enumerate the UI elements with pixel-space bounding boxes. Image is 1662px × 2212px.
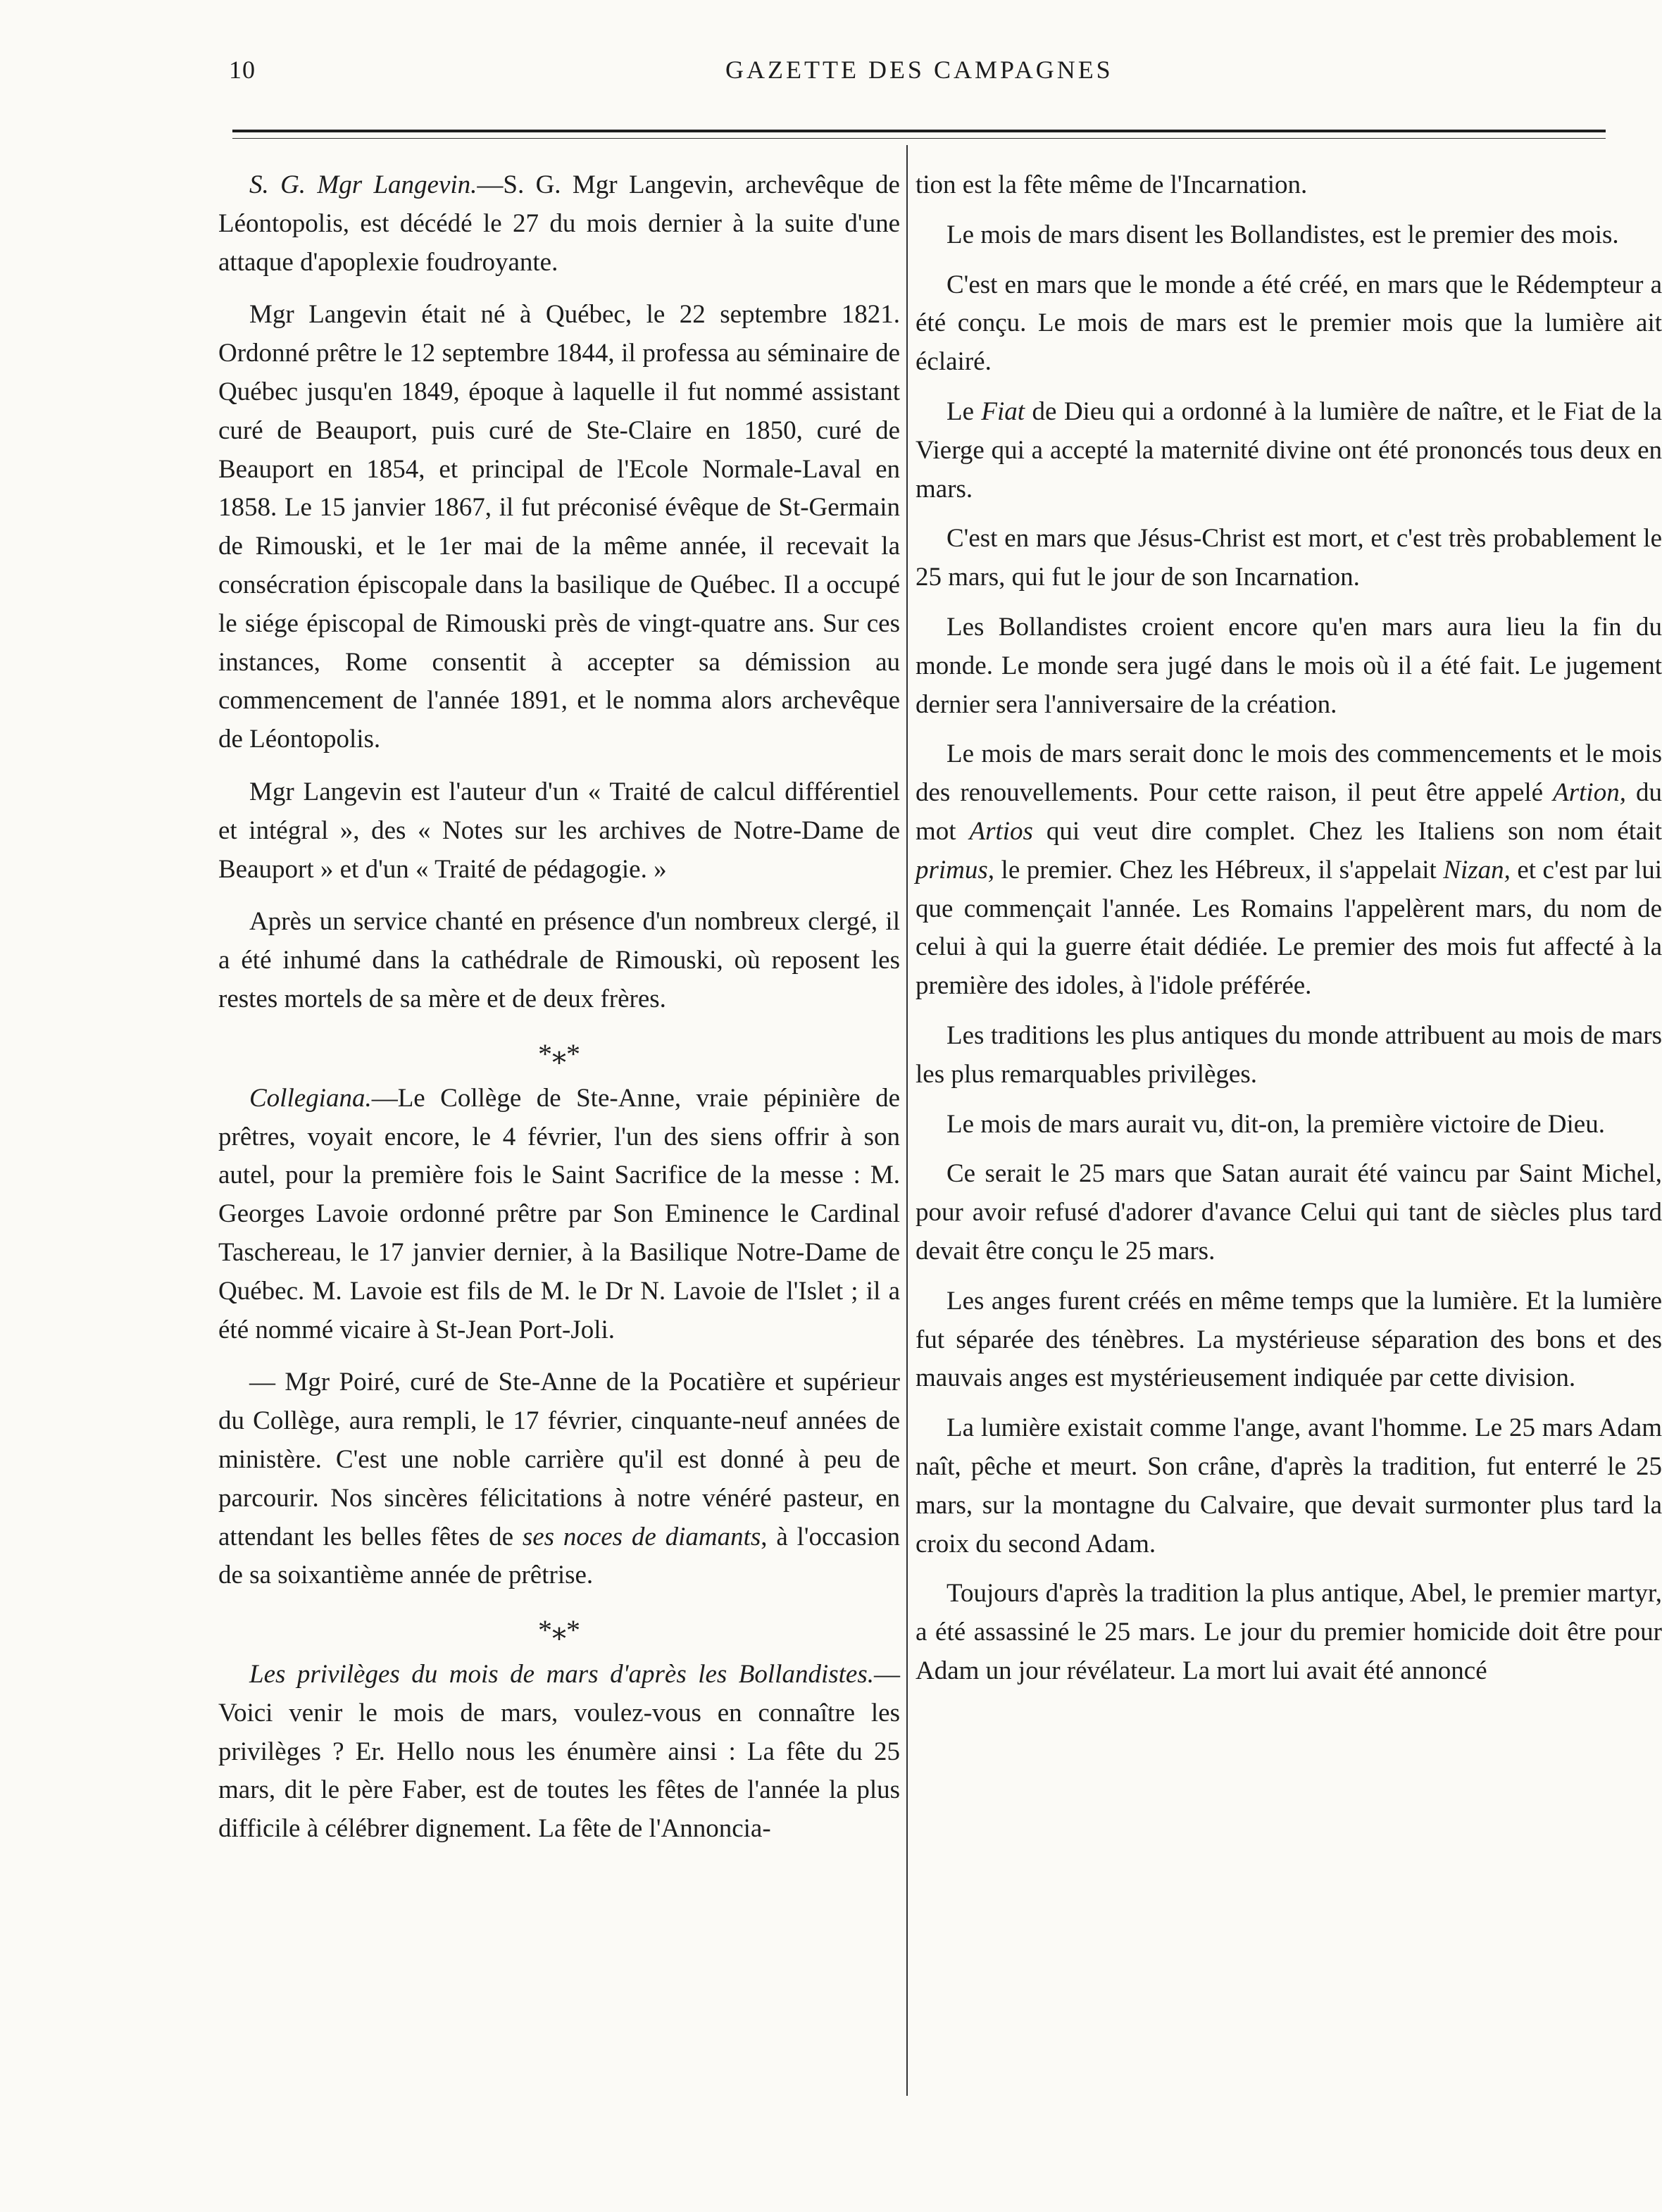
paragraph: Ce serait le 25 mars que Satan aurait été vaincu par Saint Michel, pour avoir refusé d'adorer d'avance Celui qui tant de siècles plus tard devait être conçu le 25 mars. <box>916 1159 1662 1266</box>
paragraph: Les Bollandistes croient encore qu'en mars aura lieu la fin du monde. Le monde sera jugé dans le mois où il a été fait. Le jugement dernier sera l'anniversaire de la création. <box>916 612 1662 719</box>
article-langevin-heading: S. G. Mgr Langevin. <box>249 170 477 199</box>
left-column <box>218 166 900 1863</box>
article-collegiana-heading: Collegiana. <box>249 1083 372 1113</box>
page-header <box>0 55 1606 97</box>
article-langevin-intro: S. G. Mgr Langevin.—S. G. Mgr Langevin, archevêque de Léontopolis, est décédé le 27 du mois dernier à la suite d'une attaque d'apoplexie foudroyante. <box>218 170 900 277</box>
article-privileges-intro: Les privilèges du mois de mars d'après les Bollandistes.—Voici venir le mois de mars, voulez-vous en connaître les privilèges ? Er. Hello nous les énumère ainsi : La fête du 25 mars, dit le père Faber, est de toutes les fêtes de l'année la plus difficile à célébrer dignement. La fête de l'Annoncia- <box>218 1660 900 1844</box>
paragraph: C'est en mars que Jésus-Christ est mort, et c'est très probablement le 25 mars, qui fut le jour de son Incarnation. <box>916 524 1662 592</box>
article-langevin-burial: Après un service chanté en présence d'un nombreux clergé, il a été inhumé dans la cathédrale de Rimouski, où reposent les restes mortels de sa mère et de deux frères. <box>218 907 900 1013</box>
paragraph: Le Fiat de Dieu qui a ordonné à la lumière de naître, et le Fiat de la Vierge qui a accepté la maternité divine ont été prononcés tous deux en mars. <box>916 396 1662 504</box>
paragraph: Le mois de mars aurait vu, dit-on, la première victoire de Dieu. <box>946 1109 1605 1139</box>
paragraph: Les traditions les plus antiques du monde attribuent au mois de mars les plus remarquables privilèges. <box>916 1020 1662 1089</box>
running-title: GAZETTE DES CAMPAGNES <box>725 56 1113 84</box>
section-separator: *⁎* <box>538 1614 580 1646</box>
paragraph: Les anges furent créés en même temps que la lumière. Et la lumière fut séparée des ténèbres. La mystérieuse séparation des bons et des mauvais anges est mystérieusement indiquée par cette division. <box>916 1286 1662 1393</box>
article-langevin-biography: Mgr Langevin était né à Québec, le 22 septembre 1821. Ordonné prêtre le 12 septembre 1844, il professa au séminaire de Québec jusqu'en 1849, époque à laquelle il fut nommé assistant curé de Beauport, puis curé de Ste-Claire en 1850, curé de Beauport en 1854, et principal de l'Ecole Normale-Laval en 1858. Le 15 janvier 1867, il fut préconisé évêque de St-Germain de Rimouski, et le 1er mai de la même année, il recevait la consécration épiscopale dans la basilique de Québec. Il a occupé le siége épiscopal de Rimouski près de vingt-quatre ans. Sur ces instances, Rome consentit à accepter sa démission au commencement de l'année 1891, et le nomma alors archevêque de Léontopolis. <box>218 300 900 754</box>
paragraph: tion est la fête même de l'Incarnation. <box>916 170 1308 199</box>
paragraph: Le mois de mars disent les Bollandistes, est le premier des mois. <box>946 220 1619 249</box>
header-rule <box>232 130 1606 132</box>
paragraph: Toujours d'après la tradition la plus antique, Abel, le premier martyr, a été assassiné le 25 mars. Le jour du premier homicide doit être pour Adam un jour révélateur. La mort lui avait été annoncé <box>916 1579 1662 1685</box>
article-privileges-heading: Les privilèges du mois de mars d'après les Bollandistes. <box>249 1660 874 1689</box>
header-rule-thin <box>232 138 1606 139</box>
paragraph: C'est en mars que le monde a été créé, en mars que le Rédempteur a été conçu. Le mois de mars est le premier mois que la lumière ait éclairé. <box>916 270 1662 377</box>
article-collegiana: Collegiana.—Le Collège de Ste-Anne, vraie pépinière de prêtres, voyait encore, le 4 février, l'un des siens offrir à son autel, pour la première fois le Saint Sacrifice de la messe : M. Georges Lavoie ordonné prêtre par Son Eminence le Cardinal Taschereau, le 17 janvier dernier, à la Basilique Notre-Dame de Québec. M. Lavoie est fils de M. le Dr N. Lavoie de l'Islet ; il a été nommé vicaire à St-Jean Port-Joli. <box>218 1083 900 1344</box>
section-separator: *⁎* <box>538 1037 580 1070</box>
right-column <box>916 166 1662 1702</box>
article-langevin-works: Mgr Langevin est l'auteur d'un « Traité de calcul différentiel et intégral », des « Notes sur les archives de Notre-Dame de Beauport » et d'un « Traité de pédagogie. » <box>218 777 900 884</box>
paragraph: Le mois de mars serait donc le mois des commencements et le mois des renouvellements. Pour cette raison, il peut être appelé Artion, du mot Artios qui veut dire complet. Chez les Italiens son nom était primus, le premier. Chez les Hébreux, il s'appelait Nizan, et c'est par lui que commençait l'année. Les Romains l'appelèrent mars, du nom de celui à qui la guerre était dédiée. Le premier des mois fut affecté à la première des idoles, à l'idole préférée. <box>916 739 1662 1001</box>
article-poire: — Mgr Poiré, curé de Ste-Anne de la Pocatière et supérieur du Collège, aura rempli, le 17 février, cinquante-neuf années de ministère. C'est une noble carrière qu'il est donné à peu de parcourir. Nos sincères félicitations à notre vénéré pasteur, en attendant les belles fêtes de ses noces de diamants, à l'occasion de sa soixantième année de prêtrise. <box>218 1368 900 1590</box>
column-divider <box>906 145 908 2096</box>
page-number: 10 <box>229 56 256 84</box>
paragraph: La lumière existait comme l'ange, avant l'homme. Le 25 mars Adam naît, pêche et meurt. Son crâne, d'après la tradition, fut enterré le 25 mars, sur la montagne du Calvaire, que devait surmonter plus tard la croix du second Adam. <box>916 1413 1662 1558</box>
